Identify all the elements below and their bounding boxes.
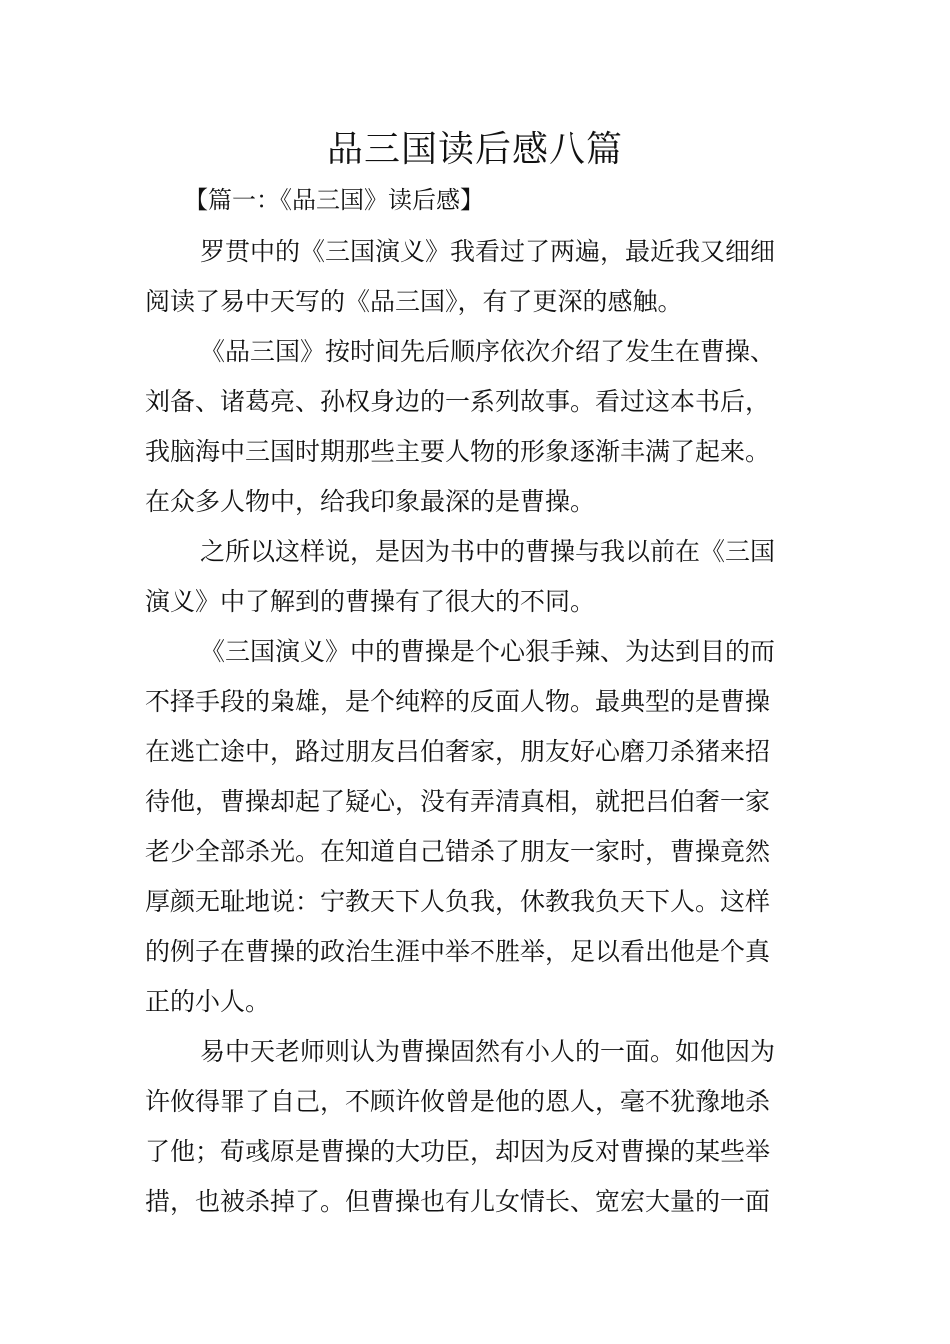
text-line: 易中天老师则认为曹操固然有小人的一面。如他因为 — [200, 1037, 776, 1066]
text-line: 演义》中了解到的曹操有了很大的不同。 — [145, 587, 596, 616]
text-line: 刘备、诸葛亮、孙权身边的一系列故事。看过这本书后， — [145, 387, 771, 416]
text-line: 厚颜无耻地说：宁教天下人负我，休教我负天下人。这样 — [145, 887, 771, 916]
section-heading: 【篇一：《品三国》读后感】 — [184, 186, 484, 214]
text-line: 待他，曹操却起了疑心，没有弄清真相，就把吕伯奢一家 — [145, 787, 771, 816]
paragraph-3 — [145, 527, 809, 627]
text-line: 罗贯中的《三国演义》我看过了两遍，最近我又细细 — [200, 237, 776, 266]
text-line: 《三国演义》中的曹操是个心狠手辣、为达到目的而 — [200, 637, 776, 666]
text-line: 不择手段的枭雄，是个纯粹的反面人物。最典型的是曹操 — [145, 687, 771, 716]
text-line: 之所以这样说，是因为书中的曹操与我以前在《三国 — [200, 537, 776, 566]
text-line: 的例子在曹操的政治生涯中举不胜举，足以看出他是个真 — [145, 937, 771, 966]
paragraph-2 — [145, 327, 809, 527]
text-line: 我脑海中三国时期那些主要人物的形象逐渐丰满了起来。 — [145, 437, 771, 466]
text-line: 老少全部杀光。在知道自己错杀了朋友一家时，曹操竟然 — [145, 837, 771, 866]
text-line: 了他；荀彧原是曹操的大功臣，却因为反对曹操的某些举 — [145, 1137, 771, 1166]
text-line: 正的小人。 — [145, 987, 271, 1016]
text-line: 在众多人物中，给我印象最深的是曹操。 — [145, 487, 596, 516]
text-line: 许攸得罪了自己，不顾许攸曾是他的恩人，毫不犹豫地杀 — [145, 1087, 771, 1116]
paragraph-5 — [145, 1027, 809, 1227]
document-title: 品三国读后感八篇 — [326, 129, 623, 170]
text-line: 在逃亡途中，路过朋友吕伯奢家，朋友好心磨刀杀猪来招 — [145, 737, 771, 766]
text-line: 《品三国》按时间先后顺序依次介绍了发生在曹操、 — [200, 337, 776, 366]
document-body — [145, 227, 809, 1227]
text-line: 措，也被杀掉了。但曹操也有儿女情长、宽宏大量的一面 — [145, 1187, 771, 1216]
paragraph-1 — [145, 227, 809, 327]
paragraph-4 — [145, 627, 809, 1027]
text-line: 阅读了易中天写的《品三国》，有了更深的感触。 — [145, 287, 683, 316]
